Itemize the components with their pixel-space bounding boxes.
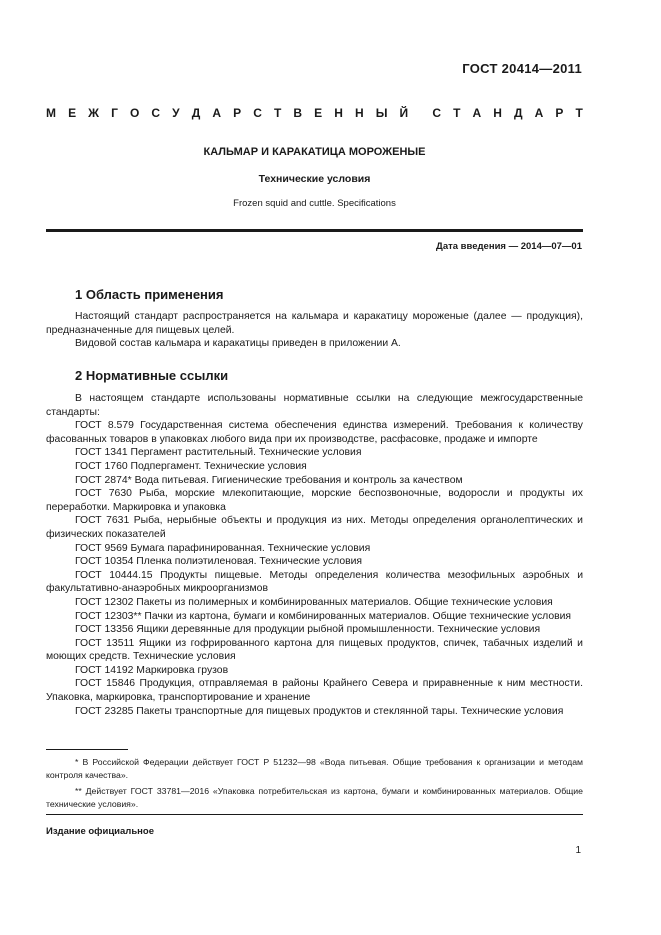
header-rule xyxy=(46,229,583,232)
reference-item: ГОСТ 10354 Пленка полиэтиленовая. Технические условия xyxy=(75,556,363,568)
reference-item: ГОСТ 1760 Подпергамент. Технические условия xyxy=(75,460,307,472)
banner-letter: Д xyxy=(191,106,201,120)
banner-letter: Т xyxy=(453,106,461,120)
document-subtitle: Технические условия xyxy=(258,173,371,185)
reference-item: ГОСТ 1341 Пергамент растительный. Технические условия xyxy=(75,447,362,459)
banner-letter: Е xyxy=(314,106,323,120)
footer-rule xyxy=(46,814,583,815)
standard-number: ГОСТ 20414—2011 xyxy=(462,61,582,76)
banner-letter: Н xyxy=(334,106,343,120)
section-1-heading: 1 Область применения xyxy=(75,287,224,302)
banner-letter: М xyxy=(46,106,56,120)
banner-letter: Т xyxy=(273,106,282,120)
banner-letter: Ж xyxy=(88,106,100,120)
footnotes xyxy=(46,756,583,810)
reference-item: ГОСТ 7631 Рыба, нерыбные объекты и продукция из них. Методы определения органолептических и физических показателей xyxy=(46,515,583,540)
paragraph: Настоящий стандарт распространяется на кальмара и каракатицу мороженые (далее — продукция), предназначенные для пищевых целей. xyxy=(46,311,583,336)
banner-letter: Т xyxy=(575,106,583,120)
footnote: * В Российской Федерации действует ГОСТ Р 51232—98 «Вода питьевая. Общие требования к организации и методам контроля качества». xyxy=(46,757,583,780)
banner-letter: Е xyxy=(68,106,77,120)
section-2-body xyxy=(46,392,583,718)
reference-item: ГОСТ 12303** Пачки из картона, бумаги и комбинированных материалов. Общие технические условия xyxy=(75,610,572,622)
reference-item: ГОСТ 7630 Рыба, морские млекопитающие, морские беспозвоночные, водоросли и продукты их переработки. Маркировка и упаковка xyxy=(46,488,583,513)
banner-letter: А xyxy=(534,106,544,120)
reference-item: ГОСТ 13511 Ящики из гофрированного картона для пищевых продуктов, спичек, табачных изделий и моющих средств. Технические условия xyxy=(46,637,583,663)
footnote: ** Действует ГОСТ 33781—2016 «Упаковка потребительская из картона, бумаги и комбинированных материалов. Общие технические условия». xyxy=(46,786,583,809)
reference-item: ГОСТ 23285 Пакеты транспортные для пищевых продуктов и стеклянной тары. Технические условия xyxy=(75,705,564,717)
official-edition-label: Издание официальное xyxy=(46,826,154,837)
reference-item: ГОСТ 15846 Продукция, отправляемая в районы Крайнего Севера и приравненные к ним местности. Упаковка, маркировка, транспортирование и хранение xyxy=(46,678,583,704)
footnote-separator xyxy=(46,749,128,750)
paragraph: Видовой состав кальмара и каракатицы приведен в приложении А. xyxy=(75,338,401,350)
reference-item: ГОСТ 13356 Ящики деревянные для продукции рыбной промышленности. Технические условия xyxy=(75,624,541,636)
reference-item: ГОСТ 14192 Маркировка грузов xyxy=(75,664,229,676)
interstate-standard-banner xyxy=(46,106,583,120)
banner-letter: Д xyxy=(514,106,523,120)
reference-item: ГОСТ 8.579 Государственная система обеспечения единства измерений. Требования к количеству фасованных товаров в упаковках любого вида при их производстве, расфасовке, продаже и импорте xyxy=(46,420,583,445)
reference-item: ГОСТ 12302 Пакеты из полимерных и комбинированных материалов. Общие технические условия xyxy=(75,596,553,608)
banner-letter: Ы xyxy=(375,106,388,120)
english-title: Frozen squid and cuttle. Specifications xyxy=(233,198,396,209)
reference-item: ГОСТ 2874* Вода питьевая. Гигиенические требования и контроль за качеством xyxy=(75,474,463,486)
section-1-body xyxy=(46,310,583,351)
section-2-heading: 2 Нормативные ссылки xyxy=(75,368,229,383)
banner-letter: У xyxy=(172,106,180,120)
banner-letter: А xyxy=(212,106,222,120)
banner-letter: А xyxy=(472,106,482,120)
page-number: 1 xyxy=(575,845,581,856)
paragraph: В настоящем стандарте использованы нормативные ссылки на следующие межгосударственные стандарты: xyxy=(46,393,583,418)
reference-item: ГОСТ 10444.15 Продукты пищевые. Методы определения количества мезофильных аэробных и факультативно-анаэробных микроорганизмов xyxy=(46,569,583,595)
banner-letter: С xyxy=(253,106,262,120)
banner-letter: С xyxy=(432,106,441,120)
banner-letter: Н xyxy=(354,106,364,120)
banner-letter: В xyxy=(293,106,303,120)
banner-letter: Н xyxy=(493,106,502,120)
effective-date: Дата введения — 2014—07—01 xyxy=(436,241,582,252)
banner-letter: О xyxy=(130,106,140,120)
banner-letter: Й xyxy=(399,106,409,120)
reference-item: ГОСТ 9569 Бумага парафинированная. Технические условия xyxy=(75,542,371,554)
banner-letter: Р xyxy=(555,106,564,120)
banner-letter: Р xyxy=(233,106,242,120)
banner-letter: С xyxy=(151,106,161,120)
banner-letter: Г xyxy=(111,106,118,120)
document-title: КАЛЬМАР И КАРАКАТИЦА МОРОЖЕНЫЕ xyxy=(203,146,426,158)
